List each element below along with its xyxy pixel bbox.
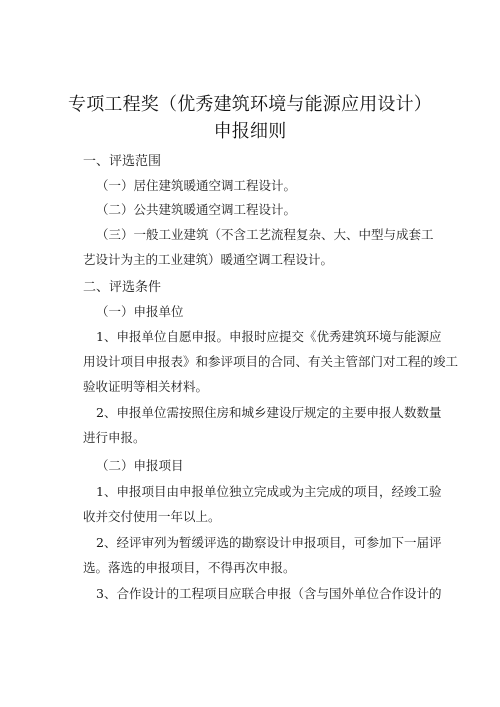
subsection-heading: （一）申报单位 (96, 304, 184, 319)
paragraph-line: 进行申报。 (83, 430, 146, 445)
paragraph-line: 收并交付使用一年以上。 (83, 509, 221, 524)
paragraph-line: （三）一般工业建筑（不含工艺流程复杂、大、中型与成套工 (96, 227, 434, 242)
subsection-heading: （二）申报项目 (96, 458, 184, 473)
paragraph-line: 2、申报单位需按照住房和城乡建设厅规定的主要申报人数数量 (96, 405, 442, 420)
paragraph-line: 验收证明等相关材料。 (83, 379, 209, 394)
paragraph-line: 艺设计为主的工业建筑）暖通空调工程设计。 (83, 252, 334, 267)
paragraph-line: 1、申报项目由申报单位独立完成或为主完成的项目，经竣工验 (96, 484, 442, 499)
paragraph-line: 用设计项目申报表》和参评项目的合同、有关主管部门对工程的竣工 (83, 354, 459, 369)
document-title-line-1: 专项工程奖（优秀建筑环境与能源应用设计） (68, 94, 432, 115)
paragraph-line: 2、经评审列为暂缓评选的勘察设计申报项目，可参加下一届评 (96, 535, 442, 550)
section-heading-scope: 一、评选范围 (83, 154, 162, 169)
section-heading-conditions: 二、评选条件 (83, 280, 162, 295)
paragraph-line: 1、申报单位自愿申报。申报时应提交《优秀建筑环境与能源应 (96, 329, 442, 344)
paragraph-line: （二）公共建筑暖通空调工程设计。 (96, 202, 297, 217)
paragraph-line: 选。落选的申报项目，不得再次申报。 (83, 560, 296, 575)
document-title-line-2: 申报细则 (213, 121, 287, 142)
paragraph-line: （一）居住建筑暖通空调工程设计。 (96, 178, 297, 193)
paragraph-line: 3、合作设计的工程项目应联合申报（含与国外单位合作设计的 (96, 586, 442, 601)
